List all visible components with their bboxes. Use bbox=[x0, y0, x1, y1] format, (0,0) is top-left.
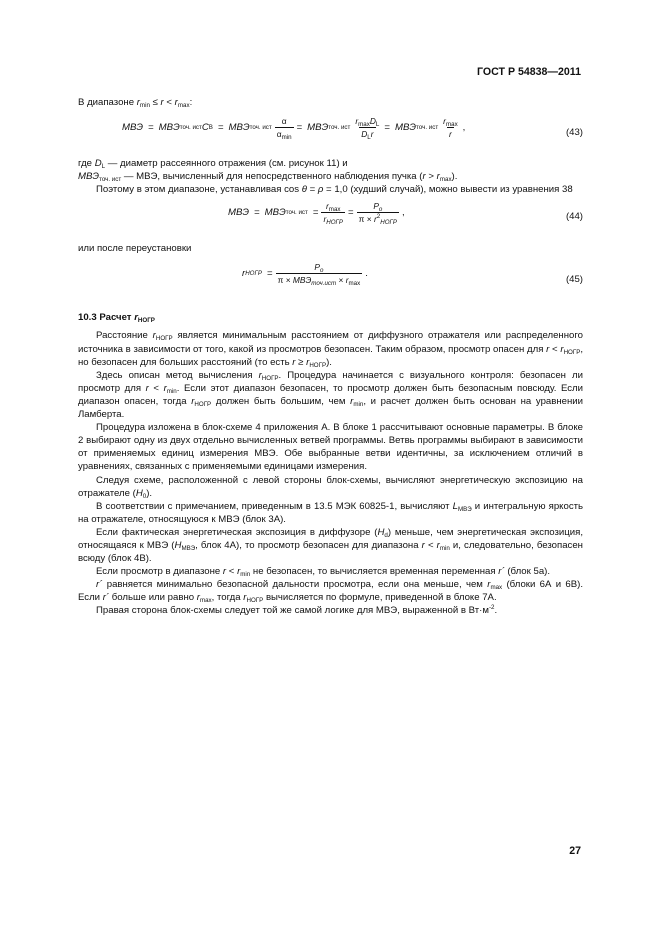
equation-number-43: (43) bbox=[565, 127, 583, 139]
paragraph-procedure: Процедура изложена в блок-схеме 4 приложения А. В блоке 1 рассчитывают основные параметры. В блоке 2 выбирают одну из двух отдельно вычисленных ветвей программы. Ветвь программы выбирают в зависимости от применяемых единиц измерения МВЭ. Обе выбранные ветви идентичны, за исключением отличий в уравнениях, связанных с применяемыми единицами измерения. bbox=[78, 422, 583, 473]
fraction-rmax-rnogr: $\frac{r_{max}}{r_{НОГР}}$ bbox=[323, 201, 344, 227]
paragraph-worst-case: Поэтому в этом диапазоне, устанавливая cos θ = ρ = 1,0 (худший случай), можно вывести из уравнения 38 bbox=[96, 184, 573, 196]
paragraph-note-reference: В соответствии с примечанием, приведенным в 13.5 МЭК 60825-1, вычисляют $L_{МВЭ}$ и интегральную яркость на отражателе, относящуюся к МВЭ (блок 3А). bbox=[78, 500, 584, 525]
where-line-2: $МВЭ_{точ. ист}$ — МВЭ, вычисленный для непосредственного наблюдения пучка $(r > r_{max})$. bbox=[78, 171, 458, 184]
intro-range-line: В диапазоне $r_{min} \le r < r_{max}$: bbox=[78, 97, 193, 109]
page-number: 27 bbox=[569, 845, 581, 857]
paragraph-distance: Расстояние $r_{НОГР}$ является минимальным расстоянием от диффузного отражателя или распределенного источника в зависимости от того, какой из просмотров безопасен. Таким образом, просмотр опасен для $r < r_{НОГР}$, но безопасен для больших расстояний (то есть $r \ge r_{НОГР}$). bbox=[78, 330, 583, 369]
where-line-1: где $D_L$ — диаметр рассеянного отражения (см. рисунок 11) и bbox=[78, 158, 348, 171]
equation-number-45: (45) bbox=[565, 274, 583, 286]
after-eq44-text: или после переустановки bbox=[78, 243, 192, 255]
section-heading-10-3: 10.3 Расчет $r_{НОГР}$ bbox=[78, 312, 155, 325]
equation-43: МВЭ = МВЭ точ. ист C B = МВЭ точ. ист $\frac{\alpha}{\alpha_{min}}$ = МВЭ точ. ист $\frac{r_{max}D_L}{D_Lr}$ = МВЭ точ. ист $\frac{r_{max}}{r}$ , (43) bbox=[122, 116, 583, 142]
fraction-alpha: $\frac{\alpha}{\alpha_{min}}$ bbox=[276, 116, 292, 142]
document-header: ГОСТ Р 54838—2011 bbox=[477, 66, 581, 78]
fraction-rmax-r: $\frac{r_{max}}{r}$ bbox=[443, 116, 458, 140]
fraction-po-pi-mve: $\frac{P_o}{\pi \times МВЭ_{точ.ист} \times r_{max}}$ bbox=[277, 262, 361, 288]
fraction-rmax-dl: $\frac{r_{max}D_L}{D_Lr}$ bbox=[355, 116, 380, 142]
paragraph-left-side: Следуя схеме, расположенной с левой стороны блок-схемы, вычисляют энергетическую экспозицию на отражателе $(H_0)$. bbox=[78, 474, 583, 500]
page-content bbox=[78, 96, 583, 618]
paragraph-actual-exposure: Если фактическая энергетическая экспозиция в диффузоре $(H_d)$ меньше, чем энергетическая экспозиция, относящаяся к МВЭ ($H_{МВЭ}$, блок 4А), то просмотр безопасен для диапазона $r < r_{min}$ и, следовательно, безопасен всюду (блок 4В). bbox=[78, 526, 583, 565]
equation-44: МВЭ = МВЭ точ. ист = $\frac{r_{max}}{r_{НОГР}}$ = $\frac{P_o}{\pi \times r^2_{НОГР}}$ , (44) bbox=[228, 201, 583, 227]
equation-number-44: (44) bbox=[565, 211, 583, 223]
equation-45: r НОГР = $\frac{P_o}{\pi \times МВЭ_{точ.ист} \times r_{max}}$ . (45) bbox=[242, 262, 583, 288]
paragraph-right-side: Правая сторона блок-схемы следует той же самой логике для МВЭ, выраженной в $Вт\cdot м^{-2}$. bbox=[96, 604, 498, 617]
paragraph-r-prime: r´ равняется минимально безопасной дальности просмотра, если она меньше, чем $r_{max}$ (блоки 6А и 6В). Если r´ больше или равно $r_{max}$, тогда $r_{НОГР}$ вычисляется по формуле, приведенной в блоке 7А. bbox=[78, 579, 584, 605]
paragraph-method: Здесь описан метод вычисления $r_{НОГР}$. Процедура начинается с визуального контроля: безопасен ли просмотр для $r < r_{min}$. Если этот диапазон безопасен, то просмотр должен быть безопасным повсюду. Если диапазон опасен, тогда $r_{НОГР}$ должен быть большим, чем $r_{min}$, и расчет должен быть основан на уравнении Ламберта. bbox=[78, 369, 584, 421]
paragraph-not-safe: Если просмотр в диапазоне $r < r_{min}$ не безопасен, то вычисляется временная переменная r´ (блок 5а). bbox=[96, 566, 551, 579]
fraction-po: $\frac{P_o}{\pi \times r^2_{НОГР}}$ bbox=[358, 201, 398, 227]
